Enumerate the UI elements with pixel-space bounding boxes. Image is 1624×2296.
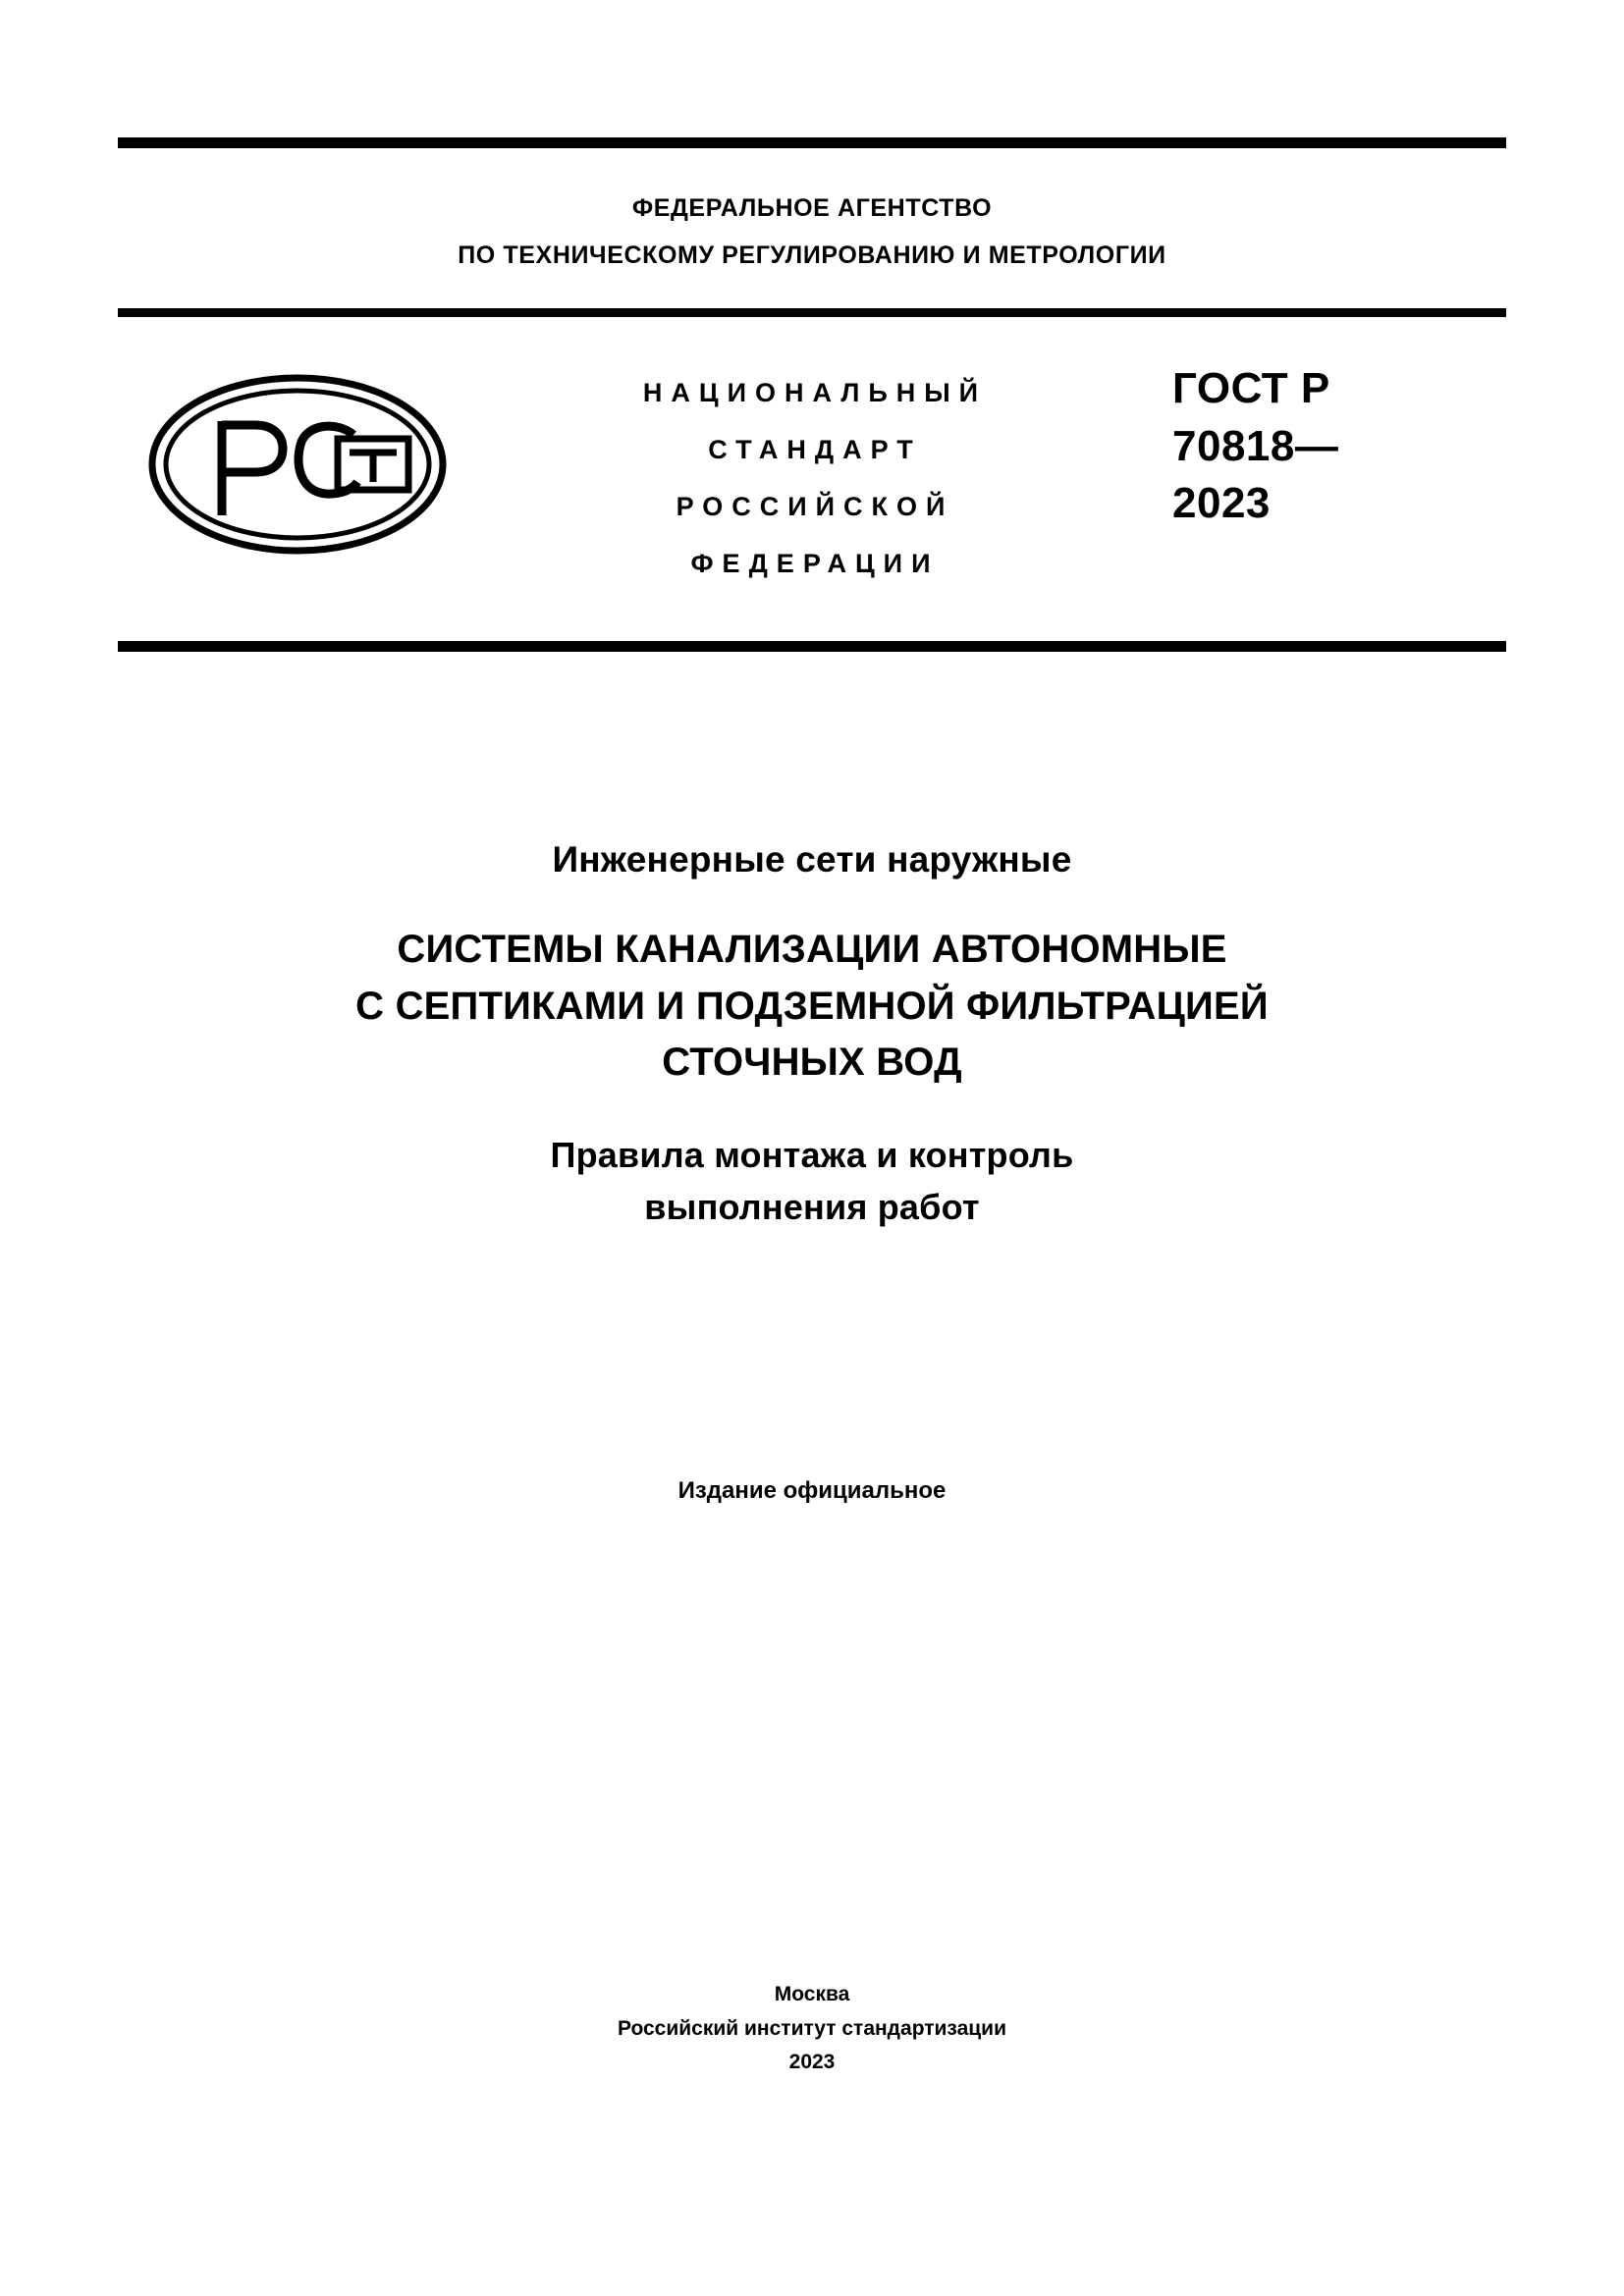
standard-title [540,364,1090,592]
standard-designation-line-2: 70818— [1172,421,1339,470]
standard-identity-row [118,317,1506,641]
footer-publisher: Российский институт стандартизации [617,2016,1007,2040]
agency-heading [118,148,1506,308]
standard-title-line-2: СТАНДАРТ [708,435,922,465]
standard-designation-line-1: ГОСТ Р [1172,364,1330,412]
bottom-divider-rule [118,641,1506,652]
header-block [118,137,1506,652]
document-title-main-line-1: СИСТЕМЫ КАНАЛИЗАЦИИ АВТОНОМНЫЕ [397,928,1227,971]
document-title-pre: Инженерные сети наружные [552,839,1072,880]
agency-line-2: ПО ТЕХНИЧЕСКОМУ РЕГУЛИРОВАНИЮ И МЕТРОЛОГИИ [458,240,1166,269]
document-title-main-line-2: С СЕПТИКАМИ И ПОДЗЕМНОЙ ФИЛЬТРАЦИЕЙ [355,984,1269,1028]
document-title-block [157,839,1467,1233]
document-title-sub-line-2: выполнения работ [644,1187,980,1228]
footer-imprint [0,1978,1624,2080]
standard-title-line-1: НАЦИОНАЛЬНЫЙ [642,378,988,407]
agency-line-1: ФЕДЕРАЛЬНОЕ АГЕНТСТВО [631,194,993,222]
rst-emblem-icon [145,366,450,562]
document-title-sub-line-1: Правила монтажа и контроль [550,1134,1074,1175]
edition-note: Издание официальное [677,1477,947,1504]
standard-designation-line-3: 2023 [1172,479,1271,528]
standard-title-line-3: РОССИЙСКОЙ [676,492,954,522]
document-title-main-line-3: СТОЧНЫХ ВОД [662,1041,962,1085]
middle-divider-rule [118,308,1506,317]
standard-title-line-4: ФЕДЕРАЦИИ [690,549,940,579]
footer-year: 2023 [788,2051,836,2074]
standard-designation [1172,360,1496,533]
footer-city: Москва [774,1983,850,2005]
top-divider-rule [118,137,1506,148]
